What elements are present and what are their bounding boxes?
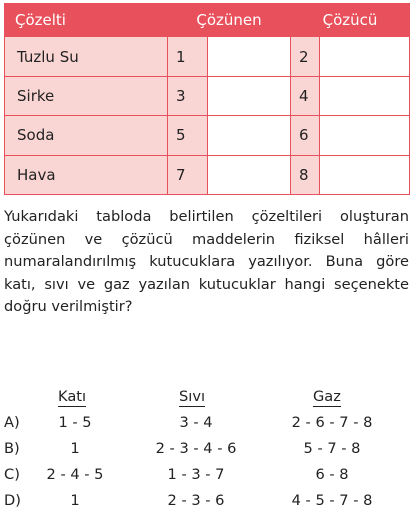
option-label[interactable]: A) (4, 414, 20, 431)
option-liquid: 1 - 3 - 7 (167, 466, 225, 483)
option-liquid: 3 - 4 (179, 414, 213, 431)
table-row (5, 155, 410, 194)
answer-options (4, 385, 409, 515)
option-gas: 2 - 6 - 7 - 8 (291, 414, 373, 431)
solvent-number: 2 (291, 37, 320, 76)
option-gas: 6 - 8 (315, 466, 349, 483)
solute-box (208, 116, 291, 155)
solution-name: Tuzlu Su (5, 37, 168, 76)
option-solid: 1 - 5 (58, 414, 92, 431)
question-text: Yukarıdaki tabloda belirtilen çözeltileri oluşturan çözünen ve çözücü maddelerin fiziksel hâlleri numaralandırılmış kutucuklara yazılıyor. Buna göre katı, sıvı ve gaz yazılan kutucuklar hangi seçenekte doğru verilmiştir? (4, 208, 409, 315)
solute-number: 5 (168, 116, 208, 155)
header-solvent: Çözücü (291, 4, 410, 37)
solution-name: Sirke (5, 76, 168, 115)
solute-number: 1 (168, 37, 208, 76)
solution-name: Soda (5, 116, 168, 155)
solution-name: Hava (5, 155, 168, 194)
solute-box (208, 37, 291, 76)
option-c[interactable] (4, 463, 409, 489)
option-label[interactable]: C) (4, 466, 20, 483)
table-header-row (5, 4, 410, 37)
header-solute: Çözünen (168, 4, 291, 37)
solvent-number: 6 (291, 116, 320, 155)
header-gas: Gaz (313, 388, 341, 405)
option-solid: 1 (70, 440, 80, 457)
solution-table (4, 3, 410, 195)
option-b[interactable] (4, 437, 409, 463)
header-solid: Katı (58, 388, 87, 405)
solute-box (208, 76, 291, 115)
table-row (5, 76, 410, 115)
option-label[interactable]: B) (4, 440, 20, 457)
option-a[interactable] (4, 411, 409, 437)
header-solution: Çözelti (5, 4, 168, 37)
option-gas: 4 - 5 - 7 - 8 (291, 492, 373, 509)
solute-box (208, 155, 291, 194)
option-liquid: 2 - 3 - 6 (167, 492, 225, 509)
solute-number: 3 (168, 76, 208, 115)
solvent-box (320, 37, 410, 76)
solvent-box (320, 76, 410, 115)
header-liquid: Sıvı (179, 388, 206, 405)
answer-header-row (4, 385, 409, 411)
solvent-number: 8 (291, 155, 320, 194)
solute-number: 7 (168, 155, 208, 194)
option-liquid: 2 - 3 - 4 - 6 (155, 440, 237, 457)
table-row (5, 37, 410, 76)
option-solid: 1 (70, 492, 80, 509)
solvent-box (320, 116, 410, 155)
solvent-box (320, 155, 410, 194)
table-row (5, 116, 410, 155)
option-d[interactable] (4, 489, 409, 515)
solvent-number: 4 (291, 76, 320, 115)
option-label[interactable]: D) (4, 492, 21, 509)
option-gas: 5 - 7 - 8 (303, 440, 361, 457)
option-solid: 2 - 4 - 5 (46, 466, 104, 483)
